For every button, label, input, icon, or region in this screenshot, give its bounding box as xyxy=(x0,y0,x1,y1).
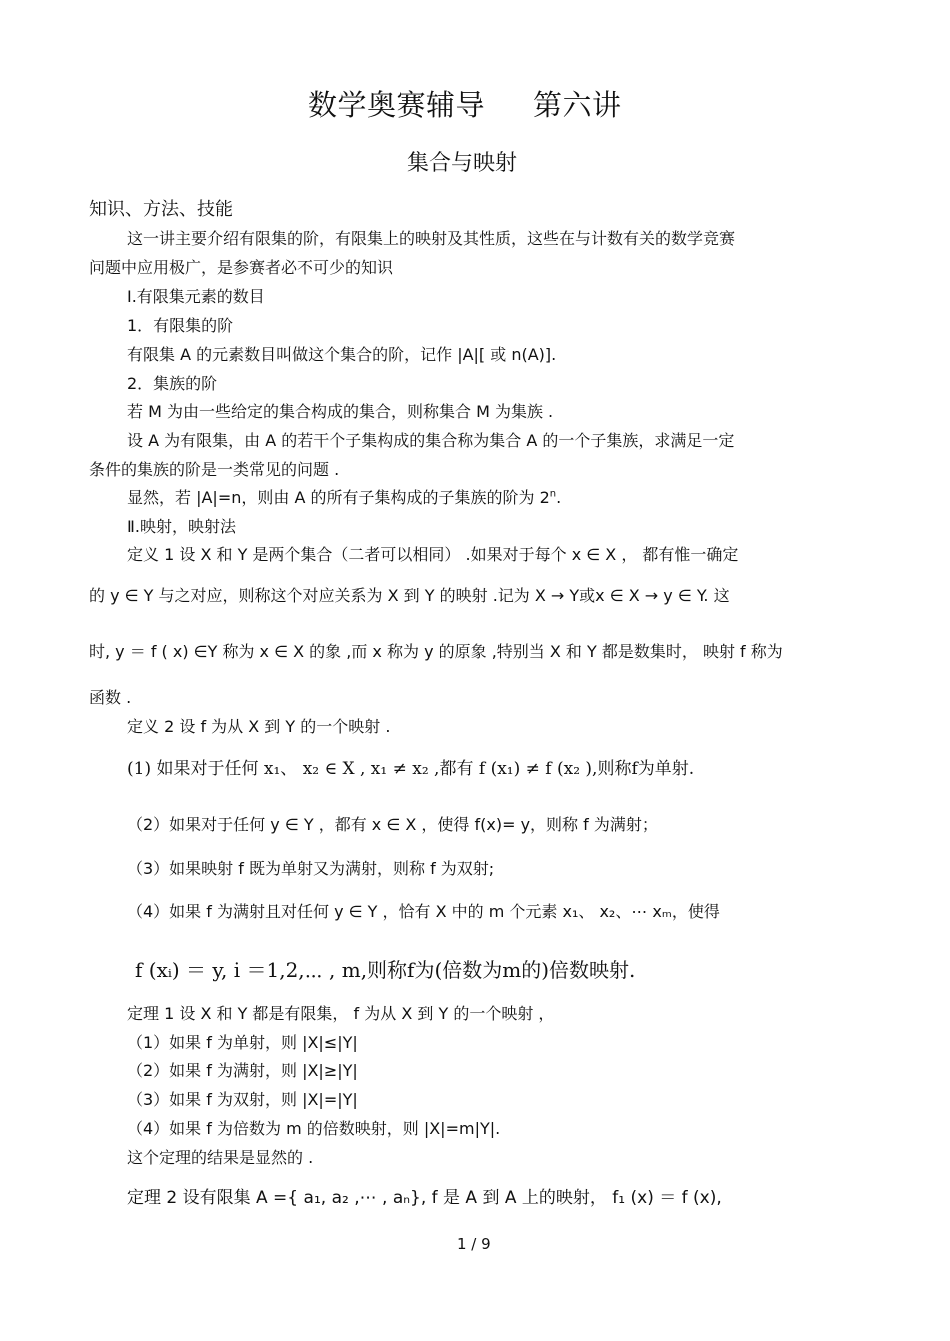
title-right: 第六讲 xyxy=(533,88,622,122)
subsection-1-heading: 1．有限集的阶 xyxy=(127,316,234,335)
theorem-1-note: 这个定理的结果是显然的 . xyxy=(127,1148,314,1167)
subfamily-line-1: 设 A 为有限集，由 A 的若干个子集构成的集合称为集合 A 的一个子集族，求满足一定 xyxy=(127,431,735,450)
bijection-condition: （3）如果映射 f 既为单射又为满射，则称 f 为双射; xyxy=(127,859,495,878)
injection-condition: (1) 如果对于任何 x₁、 x₂ ∈ X , x₁ ≠ x₂ ,都有 f (x₁) ≠ f (x₂ ),则称f为单射. xyxy=(127,759,695,779)
multiple-mapping-condition: （4）如果 f 为满射且对任何 y ∈ Y ，恰有 X 中的 m 个元素 x₁、 x₂、⋯ xₘ，使得 xyxy=(127,902,720,921)
multiple-mapping-formula: f (xᵢ) ＝ y, i ＝1,2,⋯ , m,则称f为(倍数为m的)倍数映射. xyxy=(135,958,636,982)
theorem-1-item-2: （2）如果 f 为满射，则 |X|≥|Y| xyxy=(127,1061,358,1080)
family-definition: 若 M 为由一些给定的集合构成的集合，则称集合 M 为集族 . xyxy=(127,402,554,421)
section-i-heading: Ⅰ.有限集元素的数目 xyxy=(127,287,265,306)
power-set-text: 显然，若 |A|=n，则由 A 的所有子集构成的子集族的阶为 2 xyxy=(127,488,550,507)
theorem-1-item-1: （1）如果 f 为单射，则 |X|≤|Y| xyxy=(127,1033,358,1052)
surjection-condition: （2）如果对于任何 y ∈ Y ，都有 x ∈ X ，使得 f(x)= y，则称 f 为满射； xyxy=(127,815,658,834)
power-period: . xyxy=(556,488,562,507)
definition-1-line-1: 定义 1 设 X 和 Y 是两个集合（二者可以相同） .如果对于每个 x ∈ X ， 都有惟一确定 xyxy=(127,545,739,564)
page-title xyxy=(308,88,622,123)
theorem-2: 定理 2 设有限集 A ={ a₁, a₂ ,⋯ , aₙ}, f 是 A 到 A 上的映射， f₁ (x) ＝ f (x), xyxy=(127,1188,722,1208)
theorem-1-item-4: （4）如果 f 为倍数为 m 的倍数映射，则 |X|=m|Y|. xyxy=(127,1119,501,1138)
power-exponent: n xyxy=(549,488,557,500)
definition-2: 定义 2 设 f 为从 X 到 Y 的一个映射 . xyxy=(127,717,391,736)
power-set-order xyxy=(127,488,561,507)
intro-line-1: 这一讲主要介绍有限集的阶，有限集上的映射及其性质，这些在与计数有关的数学竞赛 xyxy=(127,229,736,248)
definition-1-line-3: 时, y ＝ f ( x) ∈Y 称为 x ∈ X 的象 ,而 x 称为 y 的原象 ,特别当 X 和 Y 都是数集时， 映射 f 称为 xyxy=(89,642,783,661)
subsection-2-heading: 2．集族的阶 xyxy=(127,374,218,393)
definition-1-line-4: 函数 . xyxy=(89,688,132,707)
section-heading: 知识、方法、技能 xyxy=(89,199,233,220)
theorem-1: 定理 1 设 X 和 Y 都是有限集， f 为从 X 到 Y 的一个映射 ， xyxy=(127,1004,555,1023)
theorem-1-item-3: （3）如果 f 为双射，则 |X|=|Y| xyxy=(127,1090,358,1109)
subfamily-line-2: 条件的集族的阶是一类常见的问题 . xyxy=(89,460,340,479)
intro-line-2: 问题中应用极广，是参赛者必不可少的知识 xyxy=(89,258,394,277)
section-ii-heading: Ⅱ.映射，映射法 xyxy=(127,517,236,536)
definition-1-line-2: 的 y ∈ Y 与之对应，则称这个对应关系为 X 到 Y 的映射 .记为 X → Y或x ∈ X → y ∈ Y. 这 xyxy=(89,586,730,605)
subsection-1-text: 有限集 A 的元素数目叫做这个集合的阶，记作 |A|[ 或 n(A)]. xyxy=(127,345,557,364)
page-number: 1 / 9 xyxy=(457,1235,491,1253)
subtitle: 集合与映射 xyxy=(407,151,518,176)
title-left: 数学奥赛辅导 xyxy=(308,88,486,122)
